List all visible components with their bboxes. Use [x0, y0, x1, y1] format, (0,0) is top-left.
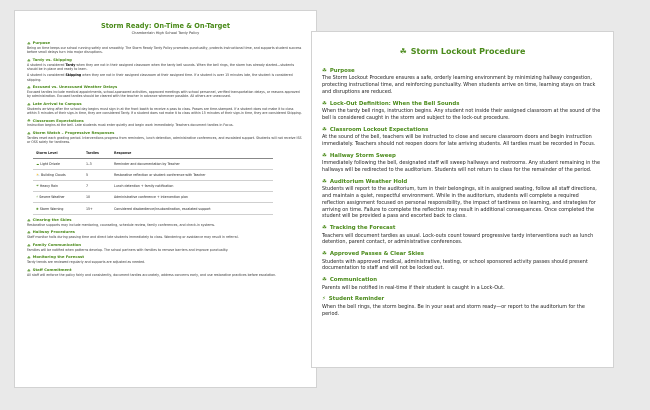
weather-icon: ☔ — [36, 184, 39, 189]
clover-icon: ☘ — [27, 84, 31, 90]
clover-icon: ☘ — [322, 68, 327, 74]
clover-icon: ☘ — [27, 242, 31, 248]
section-heading-text: Clearing the Skies — [32, 216, 72, 222]
storm-level-label: Severe Weather — [39, 195, 65, 200]
section-heading-text: Auditorium Weather Hold — [329, 178, 408, 185]
lockout-title — [322, 47, 603, 56]
section-body: When the bell rings, the storm begins. Be in your seat and storm ready—or report to the auditorium for the period. — [322, 303, 585, 317]
weather-icon: ⛅ — [36, 172, 40, 177]
section-body: Immediately following the bell, designated staff will sweep hallways and restrooms. Any student remaining in the hallways will be redirected to the auditorium. Students will not return to class for the remainder of the period. — [322, 160, 600, 174]
tardies-cell: 15+ — [83, 203, 111, 214]
clover-icon: ☘ — [27, 130, 31, 136]
table-row — [33, 192, 273, 203]
response-cell: Considered disobedience/insubordination, escalated support — [111, 203, 273, 214]
section-heading-text: Tardy vs. Skipping — [32, 56, 72, 62]
section-body: Restorative supports may include mentoring, counseling, schedule review, family conferences, and check-in systems. — [27, 222, 216, 227]
section-body: The Storm Lockout Procedure ensures a safe, orderly learning environment by minimizing hallway congestion, protecting instructional time, and reinforcing punctuality. When students arrive on time, learning stays on track and disruptions are reduced. — [322, 75, 596, 96]
column-header-tardies: Tardies — [83, 149, 111, 159]
table-row — [33, 169, 273, 180]
section-body: All staff will enforce the policy fairly and consistently, document tardies accurately, address concerns early, and use restorative practices before escalation. — [27, 272, 277, 277]
page-subtitle: Chamberlain High School Tardy Policy — [131, 30, 200, 35]
section-heading-text: Late Arrival to Campus — [32, 100, 82, 106]
weather-icon: ✺ — [36, 206, 39, 211]
section-heading-text: Storm Watch – Progressive Responses — [32, 130, 115, 136]
section-body: A student is considered Skipping when they are not in their assigned classroom at their assigned time. If a student is over 15 minutes late, the student is considered skipping. — [27, 73, 293, 82]
storm-level-cell — [33, 158, 83, 169]
section-heading-text: Hallway Storm Sweep — [329, 152, 396, 159]
clover-icon: ☘ — [27, 40, 31, 46]
section-heading-text: Family Communication — [32, 241, 82, 247]
storm-level-cell — [33, 169, 83, 180]
section-heading-text: Purpose — [32, 40, 51, 46]
section-heading — [322, 153, 603, 159]
table-header-row — [33, 149, 273, 159]
table-row — [33, 181, 273, 192]
section-body: At the sound of the bell, teachers will be instructed to close and secure classroom doors and begin instruction immediately. Teachers should not reopen doors for late arriving students. All tardies must be recorded in Focus. — [322, 134, 596, 148]
section-body: Excused tardies include medical appointments, school-sponsored activities, approved meetings with school personnel, verified transportation delays, or reasons approved by administration. Excused tardies should be cleared with the teacher in advance whenever possible. All others are unexcused. — [27, 89, 300, 99]
storm-level-cell — [33, 181, 83, 192]
section-heading-text: Staff Commitment — [32, 266, 72, 272]
clover-icon: ☘ — [322, 178, 327, 185]
section-heading-text: Tracking the Forecast — [329, 225, 396, 232]
section-heading — [322, 225, 603, 231]
clover-icon: ☘ — [322, 100, 327, 107]
tardies-cell: 5 — [83, 169, 111, 180]
section-body: Students with approved medical, administrative, testing, or school sponsored activity passes should present documentation to staff and will not be locked out. — [322, 258, 588, 272]
section-heading-text: Classroom Lockout Expectations — [329, 126, 429, 133]
tardies-cell: 1–3 — [83, 158, 111, 169]
section-heading — [322, 179, 603, 185]
clover-icon: ☘ — [27, 101, 31, 107]
section-heading-text: Lock-Out Definition: When the Bell Sounds — [329, 100, 460, 107]
table-row — [33, 203, 273, 214]
section-heading — [322, 101, 603, 107]
tardy-policy-page — [14, 10, 317, 388]
clover-icon: ☘ — [399, 47, 407, 56]
clover-icon: ☘ — [27, 118, 31, 124]
response-cell: Lunch detention + family notification — [111, 181, 273, 192]
lockout-procedure-page — [311, 31, 614, 368]
section-body: Families will be notified when patterns develop. The school partners with families to remove barriers and improve punctuality. — [27, 247, 229, 252]
column-header-response: Response — [111, 149, 273, 159]
clover-icon: ☘ — [322, 277, 327, 284]
section-heading-text: Excused vs. Unexcused Weather Delays — [32, 84, 118, 90]
page-title: Storm Ready: On-Time & On-Target — [100, 22, 231, 30]
clover-icon: ☘ — [27, 217, 31, 223]
clover-icon: ☘ — [322, 251, 327, 258]
section-heading-text: Monitoring the Forecast — [32, 254, 85, 260]
response-cell: Restorative reflection or student conference with Teacher — [111, 169, 273, 180]
section-body: Parents will be notified in real-time if their student is caught in a Lock-Out. — [322, 284, 505, 291]
storm-level-label: Building Clouds — [41, 172, 66, 177]
storm-level-table — [33, 149, 273, 215]
weather-icon: ⚡ — [36, 195, 39, 200]
section-heading — [322, 127, 603, 133]
clover-icon: ☘ — [27, 57, 31, 63]
section-body: Staff monitor halls during passing time and direct late students immediately to class. Wandering or avoidance may result in referral. — [27, 235, 239, 240]
section-body: Tardies reset each grading period. Interventions progress from reminders, lunch detention, administrative conferences, and escalated support. Students will not receive ISS or OSS solely for tardiness. — [27, 135, 302, 145]
section-body: Students arriving after the school day begins must sign in at the front booth to receive a pass to class. Passes are time-stamped. If a student does not make it to class within 5 minutes of their sign-in time, they are considered Tardy. If a student does not make it to class within 15 minutes of their sign-in time, they are considered Skipping. — [27, 106, 302, 115]
section-heading-text: Classroom Expectations — [32, 117, 84, 123]
section-heading-text: Approved Passes & Clear Skies — [329, 251, 424, 258]
clover-icon: ☘ — [322, 152, 327, 159]
clover-icon: ☘ — [27, 255, 31, 261]
section-body: Instruction begins at the bell. Late students must enter quietly and begin work immediately. Teachers document tardies in Focus. — [27, 123, 234, 128]
response-cell: Administrative conference + intervention plan — [111, 192, 273, 203]
storm-level-label: Light Drizzle — [40, 161, 61, 166]
section-heading — [322, 68, 603, 74]
section-heading-text: Hallway Procedures — [32, 229, 75, 235]
section-body: Teachers will document tardies as usual. Lock-outs count toward progressive tardy interventions such as lunch detention, parent contact, or administrative conferences. — [322, 232, 594, 246]
policy-sections — [27, 41, 304, 145]
section-heading — [322, 251, 603, 257]
clover-icon: ☘ — [322, 225, 327, 232]
storm-level-cell — [33, 203, 83, 214]
section-heading-text: Purpose — [329, 68, 355, 74]
policy-sections-continued — [27, 218, 304, 277]
lockout-sections — [322, 68, 603, 317]
column-header-storm-level: Storm Level — [33, 149, 83, 159]
section-heading-text: Communication — [329, 277, 378, 284]
clover-icon: ☘ — [27, 267, 31, 273]
section-body: A student is considered Tardy when they are not in their assigned classroom when the tardy bell sounds. When the bell rings, the storm has already started—students should be in place and ready to learn. — [27, 62, 295, 71]
weather-icon: ☁ — [36, 161, 40, 166]
clover-icon: ☘ — [322, 126, 327, 133]
tardies-cell: 10 — [83, 192, 111, 203]
storm-level-label: Heavy Rain — [39, 184, 58, 189]
response-cell: Reminder and documentation by Teacher — [111, 158, 273, 169]
section-heading-text: Student Reminder — [328, 296, 385, 303]
clover-icon: ☘ — [27, 230, 31, 236]
section-heading — [322, 277, 603, 283]
section-body: Being on time keeps our school running safely and smoothly. The Storm Ready Tardy Policy promotes punctuality, protects instructional time, and supports student success before small delays turn into major disruptions. — [27, 45, 302, 55]
storm-level-label: Storm Warning — [39, 206, 64, 211]
section-body: Tardy trends are reviewed regularly and supports are adjusted as needed. — [27, 260, 146, 265]
lockout-title-text: Storm Lockout Procedure — [410, 47, 526, 56]
lightning-icon: ⚡ — [322, 296, 326, 303]
table-row — [33, 158, 273, 169]
section-heading — [322, 296, 603, 302]
section-body: Students will report to the auditorium, turn in their belongings, sit in assigned seating, follow all staff directions, and maintain a quiet, respectful environment. While in the auditorium, students will complete a required reflection assignment focused on personal responsibility, the impact of tardiness on learning, and strategies for arriving on time. Failure to complete the reflection may result in additional consequences. Once completed the student will be provided a pass and escorted back to class. — [322, 186, 597, 220]
section-body: When the tardy bell rings, instruction begins. Any student not inside their assigned classroom at the sound of the bell is considered caught in the storm and subject to the lock-out procedure. — [322, 108, 601, 122]
tardies-cell: 7 — [83, 181, 111, 192]
storm-level-cell — [33, 192, 83, 203]
